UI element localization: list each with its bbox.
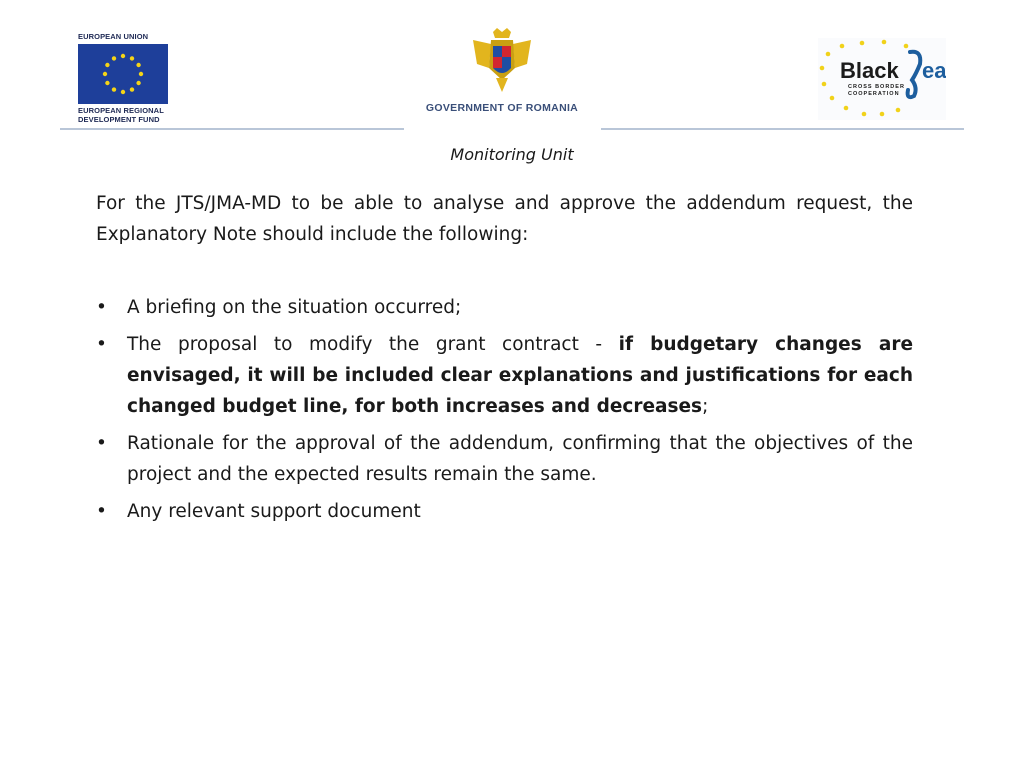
government-of-romania-caption: GOVERNMENT OF ROMANIA [425, 102, 579, 114]
slide-body [96, 188, 913, 533]
list-item [96, 329, 913, 422]
header-divider-right [601, 128, 964, 130]
list-item-emphasis: if budgetary changes are envisaged, it will be included clear explanations and justifications for each changed budget line, for both increases and decreases [127, 334, 913, 417]
list-item-text: A briefing on the situation occurred; [127, 297, 462, 318]
black-sea-wordmark-black: Black [840, 58, 899, 83]
list-item-text: Rationale for the approval of the addendum, confirming that the objectives of the project and the expected results remain the same. [127, 433, 913, 485]
list-item [96, 428, 913, 490]
list-item-tail: ; [702, 396, 709, 417]
list-item-text: Any relevant support document [127, 501, 421, 522]
list-item [96, 292, 913, 323]
government-of-romania-logo [404, 28, 600, 128]
black-sea-wordmark-sea: ea [922, 58, 946, 83]
eu-flag-icon [78, 44, 168, 104]
black-sea-tagline-1: CROSS BORDER [848, 84, 905, 90]
romanian-coat-of-arms-icon [469, 28, 535, 96]
black-sea-tagline-2: COOPERATION [848, 91, 900, 97]
eu-logo-caption-line1: EUROPEAN REGIONAL [78, 106, 164, 115]
intro-paragraph: For the JTS/JMA-MD to be able to analyse and approve the addendum request, the Explanatory Note should include the following: [96, 193, 913, 245]
requirements-list [96, 292, 913, 527]
slide-subtitle: Monitoring Unit [450, 145, 574, 164]
eu-logo-caption-line2: DEVELOPMENT FUND [78, 115, 160, 124]
slide-header [0, 0, 1024, 140]
eu-regional-development-fund-logo [78, 32, 170, 124]
black-sea-cross-border-logo [818, 38, 946, 120]
black-sea-logo-graphic [818, 38, 946, 120]
list-item-text: The proposal to modify the grant contract - [127, 334, 619, 355]
eu-logo-top-caption: EUROPEAN UNION [78, 32, 149, 41]
header-divider-left [60, 128, 404, 130]
list-item [96, 496, 913, 527]
